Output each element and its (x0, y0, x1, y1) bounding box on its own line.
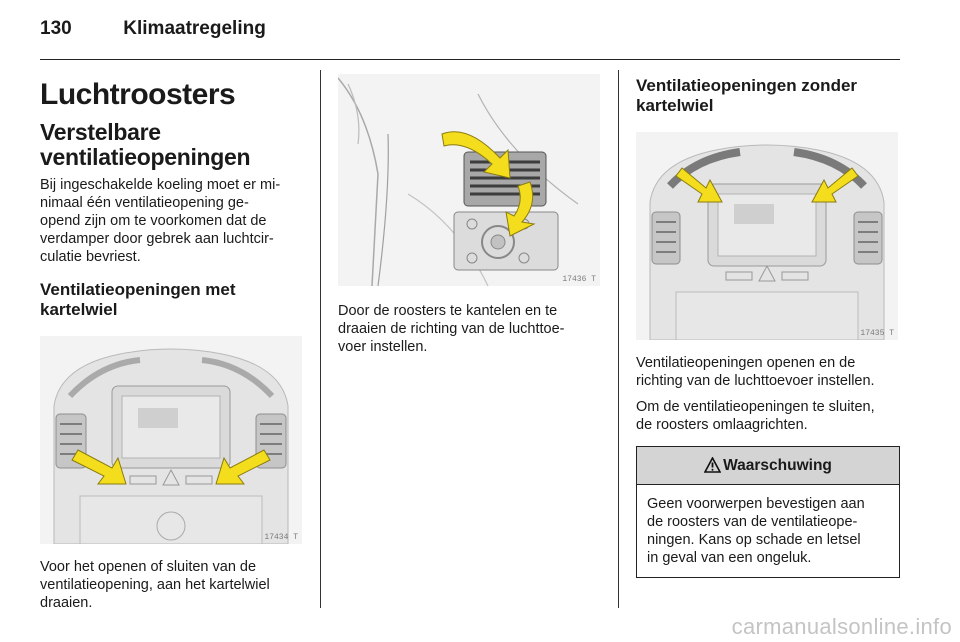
figure-center-vents (636, 132, 898, 340)
section-title: Klimaatregeling (123, 18, 266, 39)
caption-side-vent: Door de roosters te kantelen en te draaien de richting van de luchttoe- voer instellen. (338, 303, 565, 355)
warning-header (637, 447, 899, 485)
warning-title: Waarschuwing (723, 457, 832, 474)
warning-box (636, 446, 900, 578)
intro-text: Bij ingeschakelde koeling moet er mi- nimaal één ventilatieopening ge- opend zijn om te voorkomen dat de verdamper door gebrek aan luchtcir- culatie bevriest. (40, 177, 281, 265)
figure-side-vent (338, 74, 600, 286)
warning-triangle-icon (704, 450, 721, 487)
section-subtitle: Verstelbare ventilatieopeningen (40, 119, 251, 170)
column-3 (636, 70, 902, 578)
figure-number: 17434 T (264, 533, 298, 542)
page-title: Luchtroosters (40, 78, 236, 111)
heading-no-thumbwheel: Ventilatieopeningen zonder kartelwiel (636, 76, 858, 115)
column-2 (338, 70, 600, 356)
paragraph-open-vents: Ventilatieopeningen openen en de richting van de luchttoevoer instellen. (636, 355, 875, 389)
header-rule (40, 59, 900, 60)
column-divider-1 (320, 70, 321, 608)
watermark-url: carmanualsonline.info (731, 614, 952, 639)
column-1 (40, 70, 302, 612)
paragraph-close-vents: Om de ventilatieopeningen te sluiten, de roosters omlaagrichten. (636, 399, 875, 433)
figure-dashboard-thumbwheel (40, 336, 302, 544)
page-number: 130 (40, 18, 72, 39)
page-header (40, 18, 266, 40)
heading-thumbwheel: Ventilatieopeningen met kartelwiel (40, 280, 236, 319)
caption-thumbwheel: Voor het openen of sluiten van de ventilatieopening, aan het kartelwiel draaien. (40, 559, 270, 611)
column-divider-2 (618, 70, 619, 608)
figure-number: 17436 T (562, 275, 596, 284)
warning-text: Geen voorwerpen bevestigen aan de roosters van de ventilatieope- ningen. Kans op schade en letsel in geval van een ongeluk. (647, 496, 865, 566)
figure-number: 17435 T (860, 329, 894, 338)
